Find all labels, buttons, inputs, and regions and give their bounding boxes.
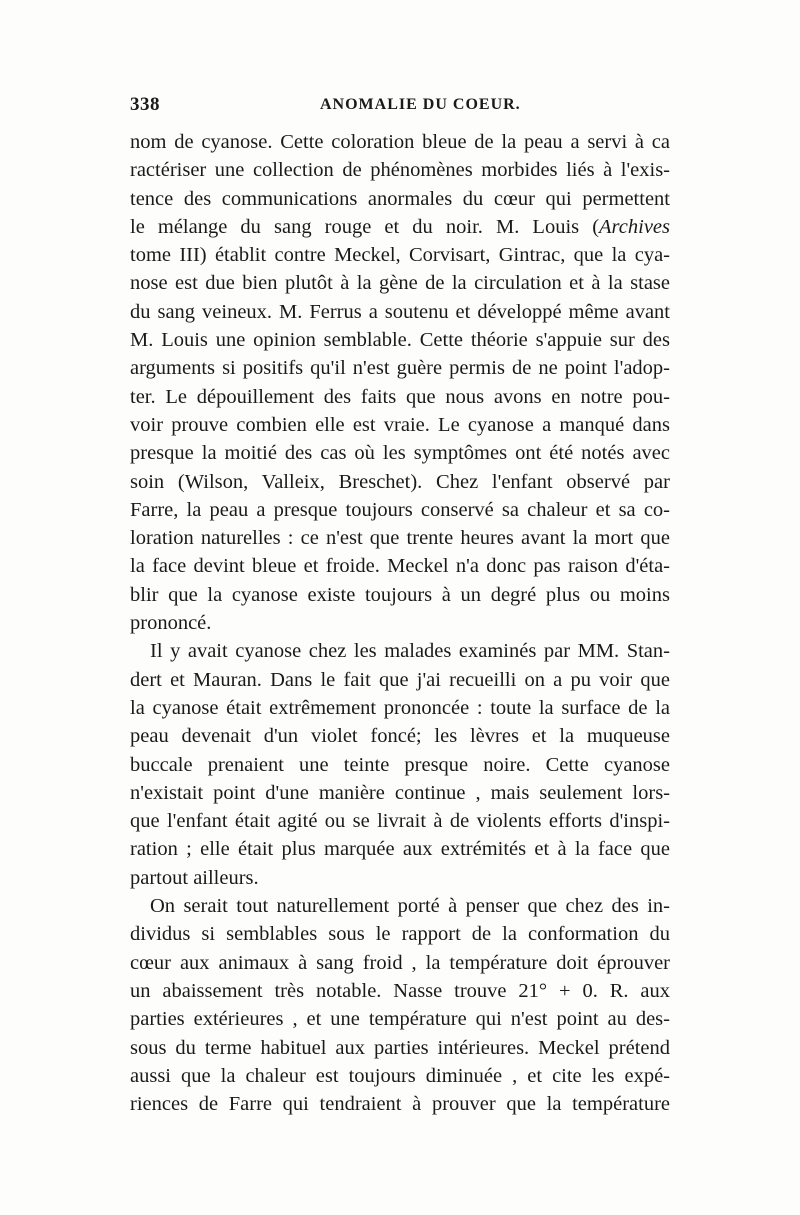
text-line: aussi que la chaleur est toujours diminuée , et cite les expé-	[130, 1064, 670, 1087]
text-line: dert et Mauran. Dans le fait que j'ai recueilli on a pu voir que	[130, 668, 670, 691]
text-line: nom de cyanose. Cette coloration bleue de la peau a servi à ca	[130, 131, 670, 153]
running-head	[130, 94, 670, 124]
text-line: loration naturelles : ce n'est que trente heures avant la mort que	[130, 527, 670, 550]
text-line: nose est due bien plutôt à la gène de la circulation et à la stase	[130, 272, 670, 295]
text-line: soin (Wilson, Valleix, Breschet). Chez l'enfant observé par	[130, 470, 670, 493]
text-line: tence des communications anormales du cœur qui permettent	[130, 187, 670, 210]
text-line: partout ailleurs.	[130, 866, 259, 889]
text-line: On serait tout naturellement porté à penser que chez des in-	[150, 895, 670, 918]
text-line: sous du terme habituel aux parties intérieures. Meckel prétend	[130, 1036, 670, 1059]
running-title: ANOMALIE DU COEUR.	[320, 96, 521, 113]
text-line: n'existait point d'une manière continue , mais seulement lors-	[130, 781, 670, 804]
text-line: du sang veineux. M. Ferrus a soutenu et développé même avant	[130, 300, 670, 323]
text-line: Il y avait cyanose chez les malades examinés par MM. Stan-	[150, 640, 670, 663]
text-line	[130, 213, 670, 241]
text-line: parties extérieures , et une température qui n'est point au des-	[130, 1008, 670, 1031]
text-line: ter. Le dépouillement des faits que nous avons en notre pou-	[130, 385, 670, 408]
text-line: riences de Farre qui tendraient à prouver que la température	[130, 1093, 670, 1116]
text-line: la face devint bleue et froide. Meckel n'a donc pas raison d'éta-	[130, 555, 670, 578]
text-line: cœur aux animaux à sang froid , la température doit éprouver	[130, 951, 670, 974]
text-line-italic-segment: Archives	[599, 215, 670, 238]
text-line: M. Louis une opinion semblable. Cette théorie s'appuie sur des	[130, 329, 670, 352]
text-line: Farre, la peau a presque toujours conservé sa chaleur et sa co-	[130, 498, 670, 521]
text-line: peau devenait d'un violet foncé; les lèvres et la muqueuse	[130, 725, 670, 748]
text-line: que l'enfant était agité ou se livrait à de violents efforts d'inspi-	[130, 810, 670, 833]
text-line: ration ; elle était plus marquée aux extrémités et à la face que	[130, 838, 670, 861]
text-line: tome III) établit contre Meckel, Corvisart, Gintrac, que la cya-	[130, 244, 670, 267]
text-line: voir prouve combien elle est vraie. Le cyanose a manqué dans	[130, 413, 670, 436]
text-line: presque la moitié des cas où les symptômes ont été notés avec	[130, 442, 670, 465]
page-number: 338	[130, 94, 160, 115]
text-line: un abaissement très notable. Nasse trouve 21° + 0. R. aux	[130, 979, 670, 1002]
text-line: dividus si semblables sous le rapport de la conformation du	[130, 923, 670, 946]
text-line: prononcé.	[130, 612, 212, 635]
text-line: blir que la cyanose existe toujours à un degré plus ou moins	[130, 583, 670, 606]
text-line: ractériser une collection de phénomènes morbides liés à l'exis-	[130, 159, 670, 182]
text-line: buccale prenaient une teinte presque noire. Cette cyanose	[130, 753, 670, 776]
text-line: arguments si positifs qu'il n'est guère permis de ne point l'adop-	[130, 357, 670, 380]
text-line: la cyanose était extrêmement prononcée : toute la surface de la	[130, 696, 670, 719]
body-text	[130, 128, 670, 1118]
text-line-segment: le mélange du sang rouge et du noir. M. Louis (	[130, 215, 600, 238]
